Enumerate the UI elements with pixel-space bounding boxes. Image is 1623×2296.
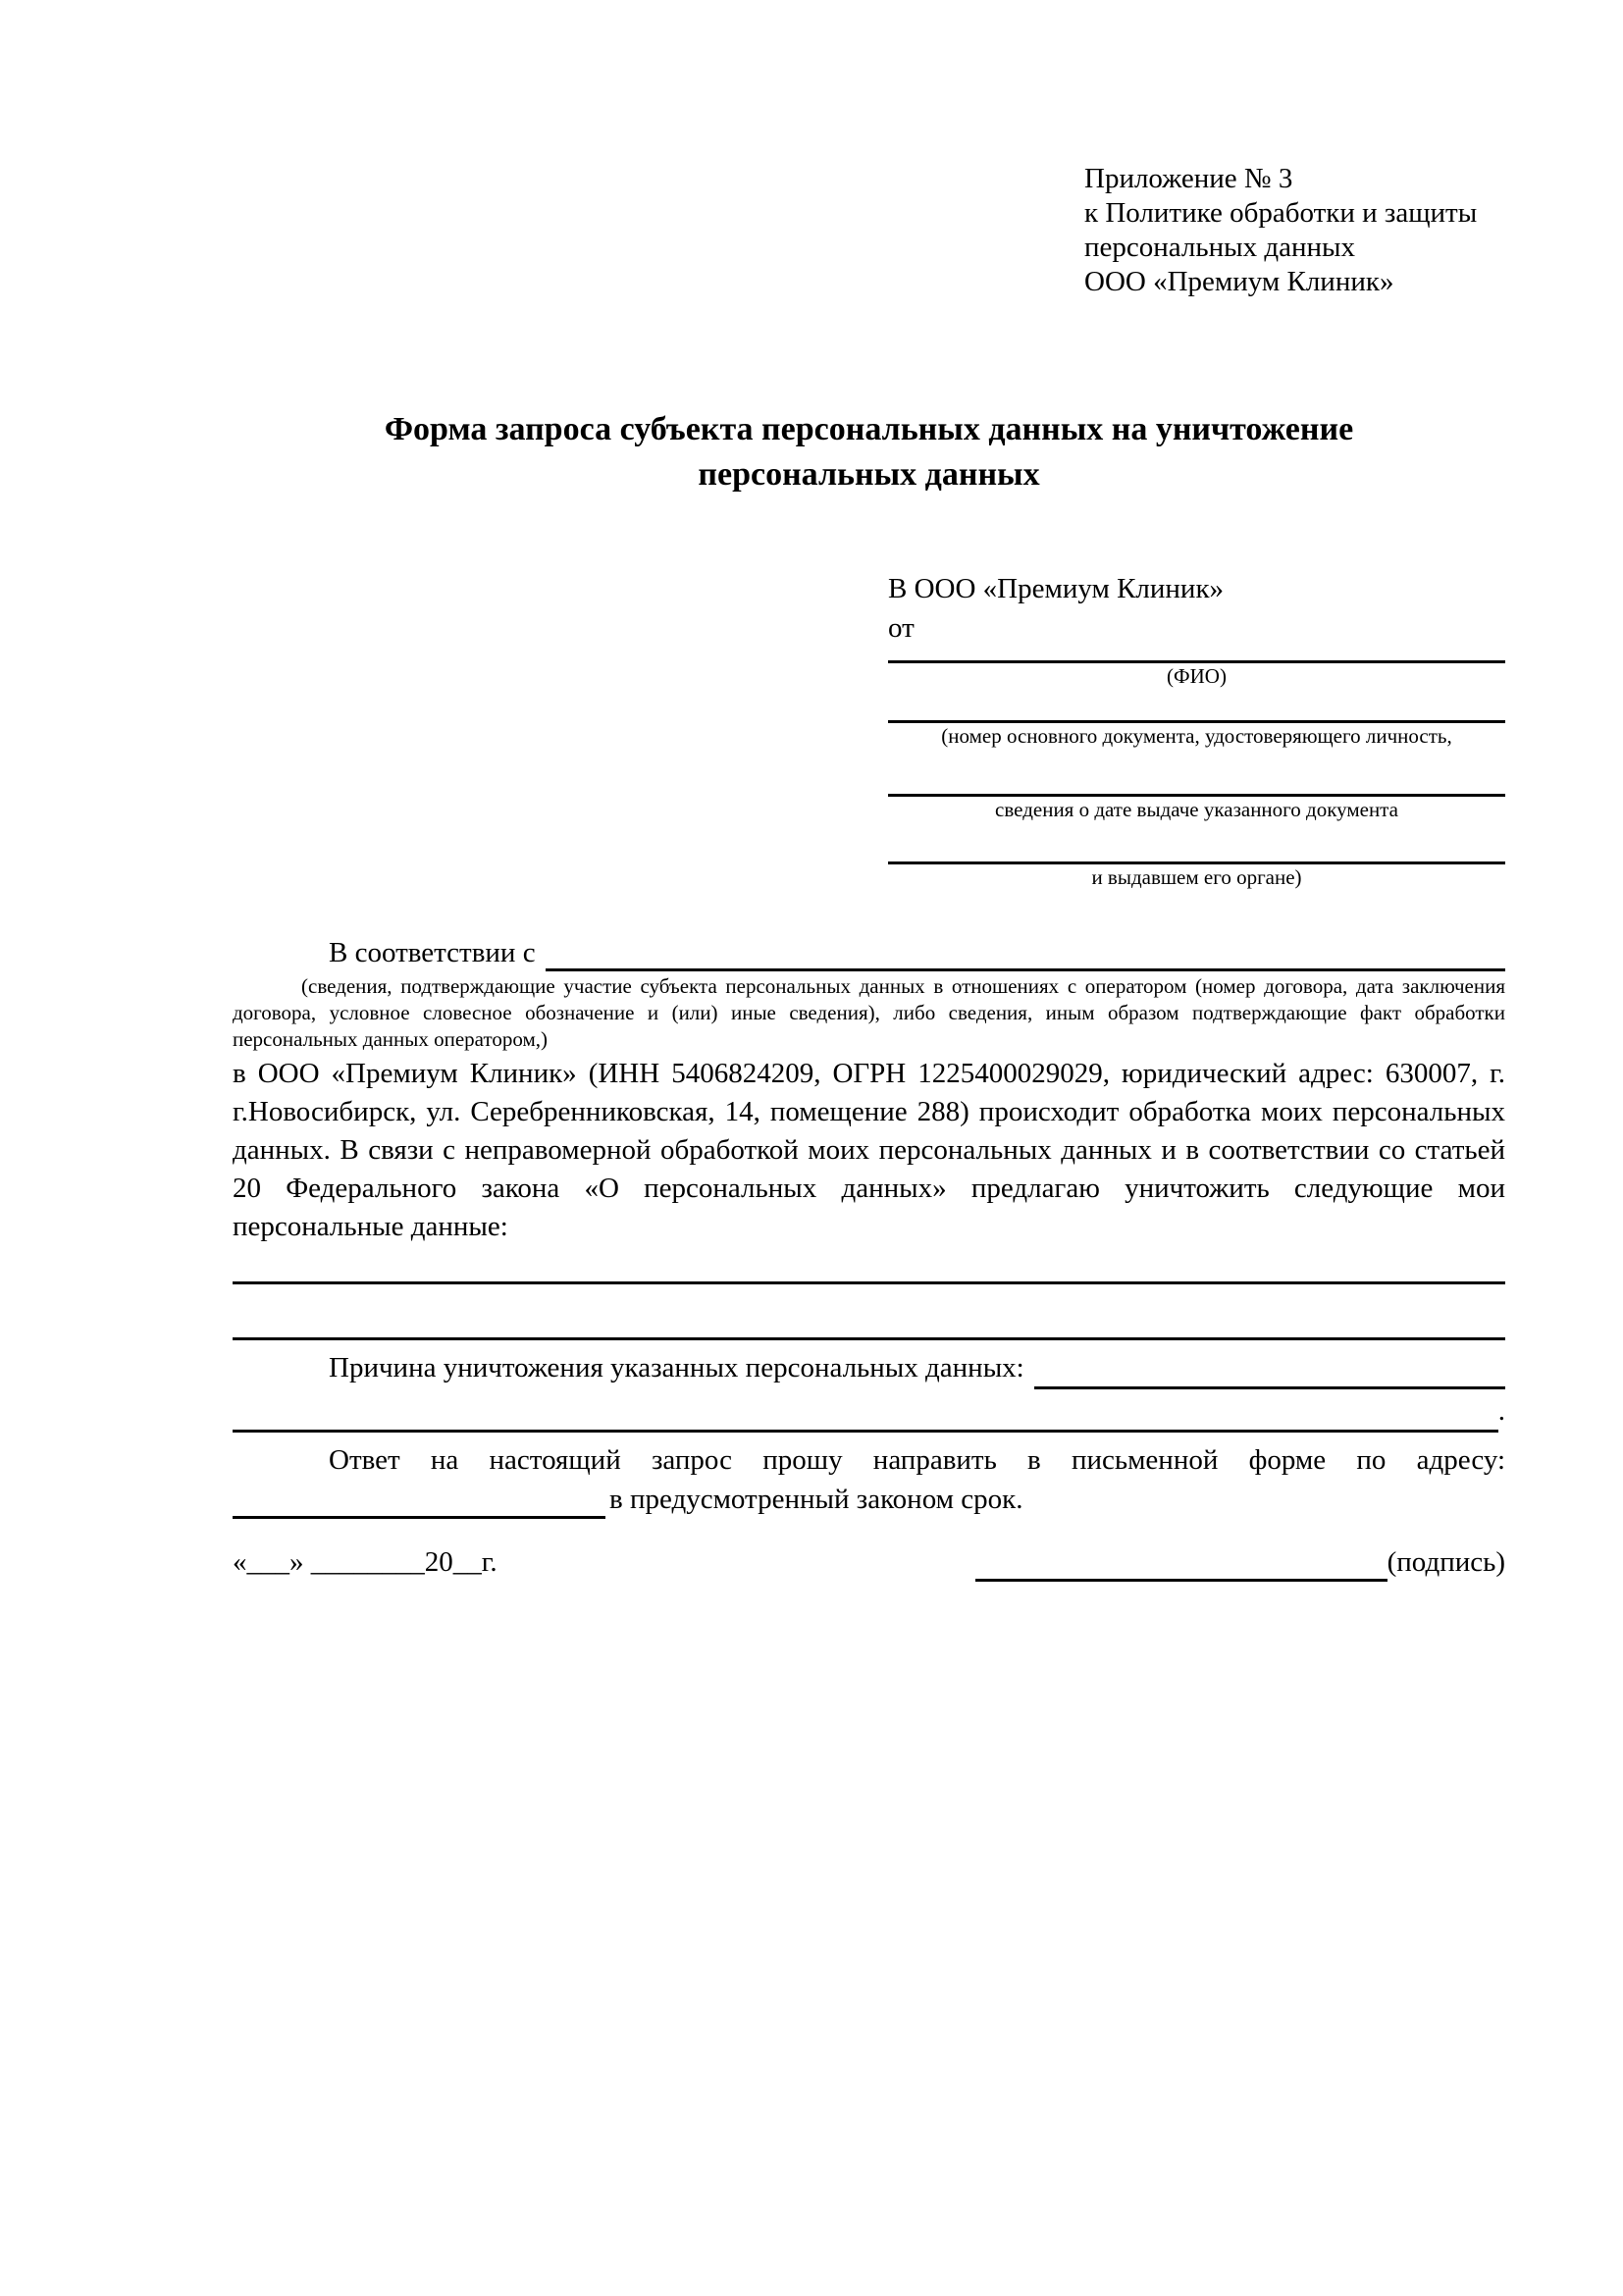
in-accordance-row — [233, 934, 1505, 971]
addressee-from-label: от — [888, 612, 915, 644]
footer-row — [233, 1542, 1505, 1582]
addressee-block — [888, 569, 1505, 890]
appendix-note-line: к Политике обработки и защиты — [1084, 197, 1478, 229]
address-row — [233, 1480, 1505, 1519]
response-suffix-text: в предусмотренный законом срок. — [609, 1484, 1023, 1515]
appendix-note-line: Приложение № 3 — [1084, 163, 1293, 194]
personal-data-input-line-1[interactable] — [233, 1246, 1505, 1284]
reason-row — [233, 1346, 1505, 1389]
fio-caption: (ФИО) — [1167, 664, 1227, 688]
id-issue-date-caption: сведения о дате выдаче указанного документа — [995, 798, 1398, 821]
appendix-note — [1084, 162, 1505, 299]
id-number-input-line[interactable] — [888, 689, 1505, 723]
form-title-line-1: Форма запроса субъекта персональных данных на уничтожение — [384, 411, 1354, 447]
reason-continuation-row — [233, 1389, 1505, 1433]
in-accordance-caption: (сведения, подтверждающие участие субъекта персональных данных в отношениях с оператором (номер договора, дата заключения договора, условное словесное обозначение и (или) иные сведения), либо сведения, иным образом подтверждающие факт обработки персональных данных оператором,) — [233, 974, 1505, 1051]
in-accordance-input-line[interactable] — [546, 934, 1505, 971]
date-field[interactable]: «___» ________20__г. — [233, 1546, 497, 1578]
signature-block — [975, 1542, 1505, 1582]
response-paragraph: Ответ на настоящий запрос прошу направить в письменной форме по адресу: — [329, 1444, 1505, 1476]
id-issuer-input-line[interactable] — [888, 822, 1505, 864]
address-input-line[interactable] — [233, 1480, 605, 1519]
fio-input-line[interactable] — [888, 648, 1505, 663]
personal-data-input-line-2[interactable] — [233, 1284, 1505, 1340]
form-title-line-2: персональных данных — [698, 456, 1040, 493]
addressee-to-text: В ООО «Премиум Клиник» — [888, 573, 1225, 604]
id-issue-date-input-line[interactable] — [888, 749, 1505, 797]
reason-continuation-input-line[interactable] — [233, 1389, 1498, 1433]
id-number-caption: (номер основного документа, удостоверяющего личность, — [941, 724, 1452, 748]
reason-label: Причина уничтожения указанных персональных данных: — [329, 1352, 1024, 1383]
appendix-note-line: персональных данных — [1084, 232, 1356, 263]
reason-input-line[interactable] — [1034, 1346, 1505, 1389]
appendix-note-line: ООО «Премиум Клиник» — [1084, 266, 1394, 297]
id-issuer-caption: и выдавшем его органе) — [1091, 865, 1302, 889]
signature-input-line[interactable] — [975, 1579, 1387, 1582]
form-title — [233, 407, 1505, 497]
reason-line-period: . — [1497, 1395, 1505, 1427]
in-accordance-lead-text: В соответствии с — [329, 937, 536, 968]
signature-caption: (подпись) — [1387, 1546, 1505, 1578]
main-paragraph: в ООО «Премиум Клиник» (ИНН 5406824209, ОГРН 1225400029029, юридический адрес: 630007, г. г.Новосибирск, ул. Серебренниковская, 14, помещение 288) происходит обработка моих персональных данных. В связи с неправомерной обработкой моих персональных данных и в соответствии со статьей 20 Федерального закона «О персональных данных» предлагаю уничтожить следующие мои персональные данные: — [233, 1058, 1505, 1242]
